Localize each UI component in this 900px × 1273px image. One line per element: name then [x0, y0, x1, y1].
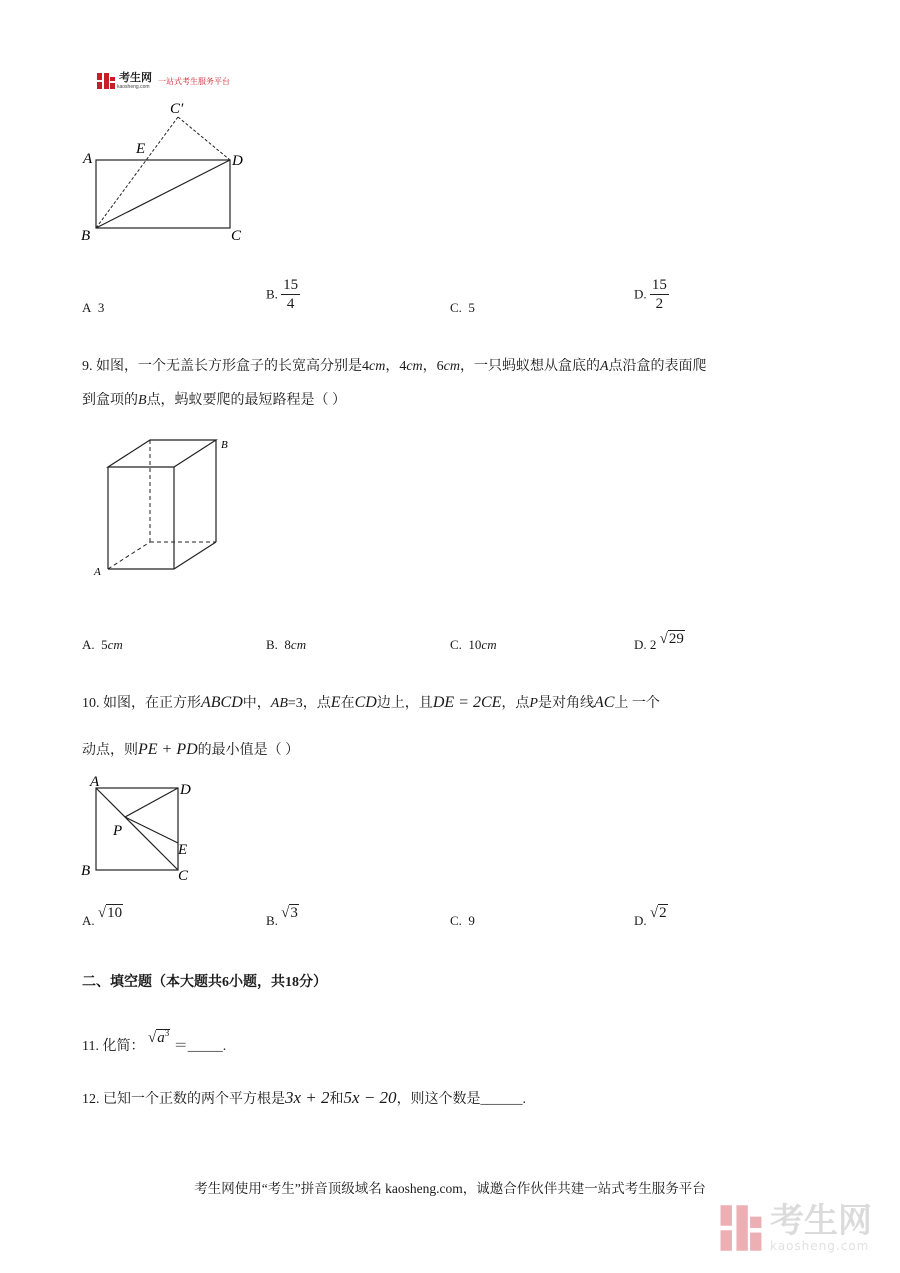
fraction	[281, 276, 300, 313]
sqrt-radicand: 10	[107, 905, 123, 921]
option-letter: B.	[266, 286, 278, 302]
option-letter: B.	[266, 913, 278, 928]
q10-text: ，点	[501, 696, 530, 711]
q10-label-b: B	[81, 863, 91, 879]
option-value: 10	[468, 637, 482, 652]
option-letter: C.	[450, 300, 462, 315]
sqrt-radicand: 29	[668, 631, 684, 647]
q11-base: a	[157, 1030, 165, 1046]
q9-sep: ，	[385, 359, 400, 374]
option-letter: A	[82, 300, 92, 315]
q9-sep: ，	[422, 359, 437, 374]
q9-label-a: A	[94, 566, 101, 578]
q10-text: ，点	[302, 696, 331, 711]
q9-dim3: 6	[436, 359, 444, 374]
q9-unit: cm	[406, 359, 423, 374]
q9-label-b: B	[221, 439, 228, 451]
option-letter: A.	[82, 637, 95, 652]
q10-label-p: P	[113, 823, 123, 839]
section-text: 分）	[299, 974, 327, 990]
q9-text: 点，蚂蚁要爬的最短路程是（ ）	[146, 393, 347, 408]
q12-expr1: 3x + 2	[285, 1088, 330, 1107]
watermark	[718, 1203, 872, 1253]
q10-option-a	[82, 902, 123, 932]
q10-option-b	[266, 902, 299, 932]
q8-label-c: C	[231, 228, 242, 244]
section-text: 二、填空题（本大题共	[82, 974, 222, 990]
q8-label-c-prime: C′	[170, 101, 184, 117]
kaosheng-logo-icon	[95, 72, 117, 90]
fraction-den: 2	[655, 296, 664, 312]
q10-text: 是对角线	[537, 696, 594, 711]
sqrt-radicand: 3	[290, 905, 298, 921]
q9-option-c	[450, 634, 497, 656]
q10-ab-value: =3	[287, 696, 303, 711]
sqrt-icon: √	[649, 905, 659, 921]
q10-label-a: A	[90, 774, 100, 790]
footer-text: 考生网使用“考生”拼音顶级域名 kaosheng.com，诚邀合作伙伴共建一站式考生服务平台	[194, 1181, 706, 1196]
q9-dim1: 4	[362, 359, 369, 374]
option-value: 8	[284, 637, 291, 652]
option-value: 5	[468, 300, 475, 315]
q9-option-b	[266, 634, 306, 656]
q9-text: ，一只蚂蚁想从盒底的	[459, 359, 600, 374]
option-letter: B.	[266, 637, 278, 652]
sqrt-radicand: 2	[659, 905, 667, 921]
q9-stem-line2	[82, 390, 346, 412]
logo-name: 考生网	[119, 71, 152, 84]
option-letter: D.	[634, 637, 647, 652]
q9-point-b: B	[138, 393, 147, 408]
q10-ab: AB	[270, 696, 288, 711]
option-unit: cm	[107, 637, 123, 652]
q9-unit: cm	[443, 359, 460, 374]
sqrt-icon: √	[147, 1030, 157, 1046]
sqrt-icon: √	[281, 905, 290, 921]
fraction	[650, 276, 669, 313]
header-logo	[95, 72, 230, 90]
q11-exponent: 3	[164, 1028, 170, 1038]
q10-stem-line1	[82, 692, 660, 715]
q8-option-b	[266, 276, 300, 313]
q10-option-d	[634, 902, 668, 932]
option-letter: D.	[634, 913, 647, 928]
q10-text: 动点，则	[82, 743, 138, 758]
q8-label-b: B	[81, 228, 91, 244]
q10-text: 上 一个	[614, 696, 660, 711]
option-unit: cm	[481, 637, 497, 652]
q9-text: 点沿盒的表面爬	[608, 359, 707, 374]
sqrt-expression	[281, 904, 299, 921]
watermark-name: 考生网	[770, 1201, 872, 1241]
q10-text: 边上，且	[376, 696, 433, 711]
option-value: 3	[97, 300, 105, 315]
q10-equation: DE = 2CE	[432, 694, 502, 711]
q11	[82, 1030, 226, 1058]
q8-option-d	[634, 276, 669, 313]
option-letter: D.	[634, 286, 647, 302]
q9-option-d	[634, 628, 685, 656]
q12-blank: ，则这个数是______.	[396, 1092, 527, 1107]
q10-text: 中，	[242, 696, 271, 711]
q10-label-d: D	[180, 782, 191, 798]
sqrt-expression	[148, 1030, 170, 1046]
q10-text: 的最小值是（ ）	[197, 743, 300, 758]
fraction-num: 15	[651, 277, 667, 293]
q10-square-figure	[78, 770, 208, 885]
q10-text: 10. 如图，在正方形	[82, 696, 201, 711]
q10-label-c: C	[178, 868, 189, 884]
sqrt-icon: √	[97, 905, 107, 921]
q10-expression: PE + PD	[138, 741, 198, 758]
fraction-den: 4	[286, 296, 295, 312]
q11-text: 11. 化简：	[82, 1039, 145, 1054]
section-heading-fill-blank	[82, 971, 327, 994]
q10-stem-line2	[82, 739, 299, 762]
option-letter: C.	[450, 637, 462, 652]
q8-label-e: E	[136, 141, 146, 157]
q10-square: ABCD	[201, 694, 243, 711]
option-value: 5	[101, 637, 108, 652]
q10-point-p: P	[529, 696, 538, 711]
logo-slogan: 一站式考生服务平台	[158, 76, 230, 86]
q10-ac: AC	[593, 694, 615, 711]
q9-option-a	[82, 634, 123, 656]
q8-label-a: A	[83, 151, 93, 167]
q10-cd: CD	[354, 694, 377, 711]
q12-text: 12. 已知一个正数的两个平方根是	[82, 1092, 285, 1107]
q9-dim2: 4	[399, 359, 407, 374]
q11-blank: ＝_____.	[173, 1039, 227, 1054]
q8-option-a	[82, 297, 104, 319]
sqrt-icon: √	[659, 631, 668, 647]
option-letter: C.	[450, 913, 462, 928]
watermark-url: kaosheng.com	[770, 1239, 870, 1253]
q8-option-c	[450, 297, 475, 319]
q9-point-a: A	[599, 359, 609, 374]
q9-unit: cm	[369, 359, 386, 374]
fraction-num: 15	[283, 277, 299, 293]
section-score: 18	[285, 975, 299, 990]
q8-figure	[78, 95, 268, 250]
sqrt-expression	[98, 904, 123, 921]
q9-text: 9. 如图，一个无盖长方形盒子的长宽高分别是	[82, 359, 362, 374]
section-text: 小题，共	[229, 974, 285, 990]
sqrt-expression	[650, 904, 668, 921]
q12	[82, 1087, 526, 1111]
logo-url: kaosheng.com	[117, 83, 150, 90]
option-coef: 2	[649, 637, 657, 652]
q8-label-d: D	[232, 153, 243, 169]
q10-label-e: E	[178, 842, 188, 858]
option-unit: cm	[290, 637, 307, 652]
q12-text: 和	[329, 1092, 344, 1107]
option-value: 9	[468, 913, 475, 928]
q10-option-c	[450, 910, 475, 932]
kaosheng-watermark-icon	[718, 1203, 764, 1253]
q10-point-e: E	[330, 694, 341, 711]
q10-text: 在	[340, 696, 355, 711]
q12-expr2: 5x − 20	[343, 1088, 397, 1107]
q9-box-figure	[90, 432, 240, 582]
q9-text: 到盒项的	[82, 393, 138, 408]
section-count: 6	[222, 975, 229, 990]
option-letter: A.	[82, 913, 95, 928]
sqrt-expression	[660, 630, 685, 647]
q9-stem-line1	[82, 356, 707, 378]
